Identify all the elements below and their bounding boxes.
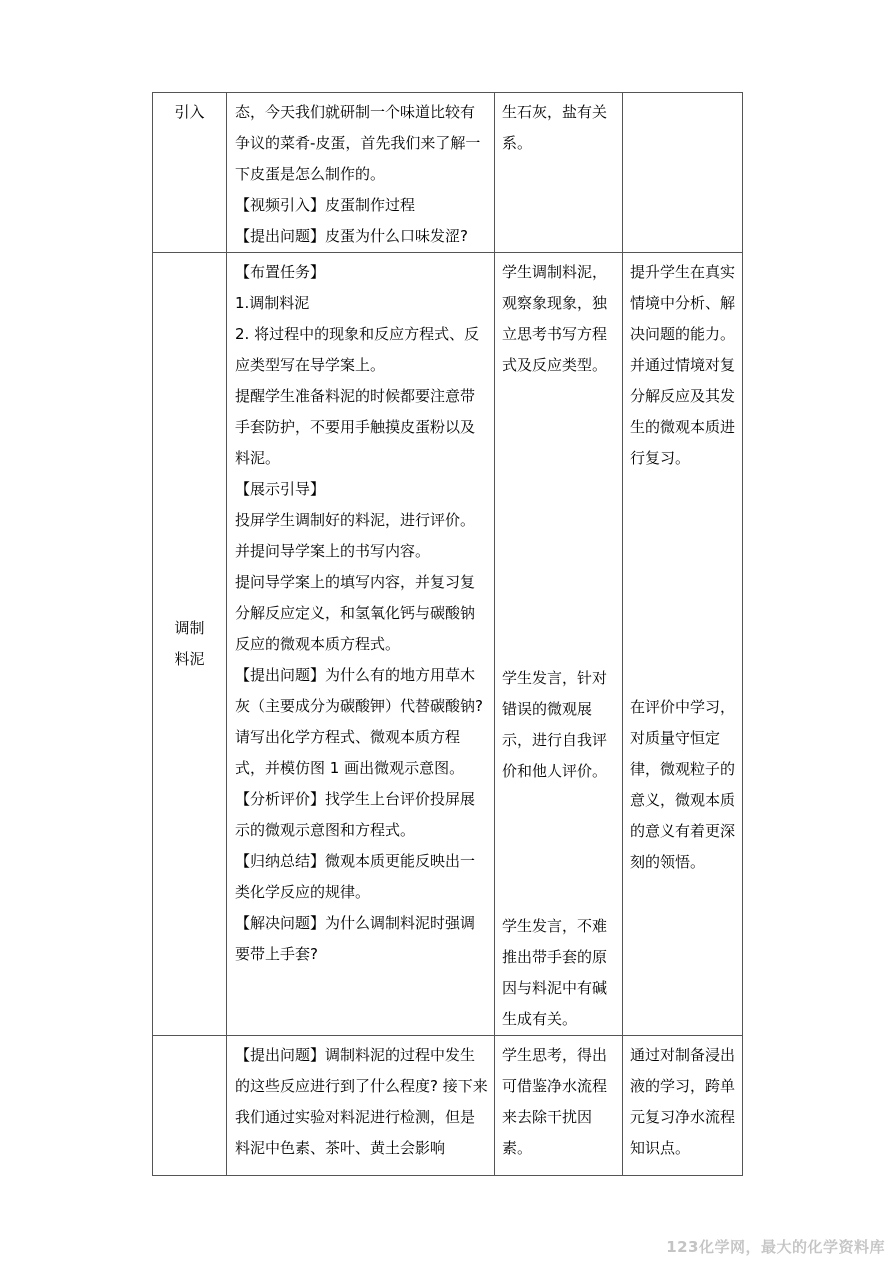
stage-label: 引入 xyxy=(174,103,205,121)
intent-text: 通过对制备浸出液的学习，跨单元复习净水流程知识点。 xyxy=(630,1046,736,1157)
footer-watermark: 123化学网，最大的化学资料库 xyxy=(666,1238,885,1256)
stage-label: 调制料泥 xyxy=(174,619,205,668)
teacher-text: 【分析评价】找学生上台评价投屏展示的微观示意图和方程式。 xyxy=(235,790,476,839)
stage-cell xyxy=(153,1036,227,1176)
teacher-text: 【提出问题】调制料泥的过程中发生的这些反应进行到了什么程度? 接下来我们通过实验对料泥进行检测，但是料泥中色素、茶叶、黄土会影响 xyxy=(235,1046,488,1157)
teacher-activity-cell xyxy=(227,93,495,253)
table-row xyxy=(153,1036,743,1176)
stage-cell xyxy=(153,93,227,253)
student-text: 学生发言，针对错误的微观展示，进行自我评价和他人评价。 xyxy=(502,669,608,780)
teacher-activity-cell xyxy=(227,1036,495,1176)
student-activity-cell xyxy=(495,93,623,253)
student-text: 生石灰，盐有关系。 xyxy=(502,103,608,152)
teacher-text: 并提问导学案上的书写内容。 xyxy=(235,542,431,560)
stage-cell xyxy=(153,253,227,1036)
lesson-plan-table xyxy=(152,92,743,1176)
teacher-text: 【归纳总结】微观本质更能反映出一类化学反应的规律。 xyxy=(235,852,476,901)
teacher-text: 【布置任务】 xyxy=(235,263,326,281)
student-text: 学生调制料泥，观察象现象，独立思考书写方程式及反应类型。 xyxy=(502,263,608,374)
intent-text: 提升学生在真实情境中分析、解决问题的能力。并通过情境对复分解反应及其发生的微观本质进行复习。 xyxy=(630,263,736,467)
stage-label xyxy=(153,1036,226,1040)
teacher-text: 态，今天我们就研制一个味道比较有争议的菜肴-皮蛋，首先我们来了解一下皮蛋是怎么制作的。 xyxy=(235,103,481,183)
design-intent-cell xyxy=(623,253,743,1036)
student-text: 学生思考，得出可借鉴净水流程来去除干扰因素。 xyxy=(502,1046,608,1157)
teacher-text: 1.调制料泥 xyxy=(235,294,310,312)
design-intent-cell xyxy=(623,93,743,253)
teacher-text: 【视频引入】皮蛋制作过程 xyxy=(235,196,416,214)
teacher-activity-cell xyxy=(227,253,495,1036)
teacher-text: 【解决问题】为什么调制料泥时强调要带上手套? xyxy=(235,914,476,963)
teacher-text: 【提出问题】为什么有的地方用草木灰（主要成分为碳酸钾）代替碳酸钠? 请写出化学方程式、微观本质方程式，并模仿图 1 画出微观示意图。 xyxy=(235,666,483,777)
design-intent-cell xyxy=(623,1036,743,1176)
student-text: 学生发言，不难推出带手套的原因与料泥中有碱生成有关。 xyxy=(502,917,608,1028)
teacher-text: 【展示引导】 xyxy=(235,480,326,498)
student-activity-cell xyxy=(495,1036,623,1176)
teacher-text: 2. 将过程中的现象和反应方程式、反应类型写在导学案上。 xyxy=(235,325,480,374)
table-row xyxy=(153,253,743,1036)
teacher-text: 投屏学生调制好的料泥，进行评价。 xyxy=(235,511,476,529)
teacher-text: 【提出问题】皮蛋为什么口味发涩? xyxy=(235,227,468,245)
teacher-text: 提醒学生准备料泥的时候都要注意带手套防护，不要用手触摸皮蛋粉以及料泥。 xyxy=(235,387,476,467)
intent-text: 在评价中学习，对质量守恒定律，微观粒子的意义，微观本质的意义有着更深刻的领悟。 xyxy=(630,698,736,871)
student-activity-cell xyxy=(495,253,623,1036)
table-row xyxy=(153,93,743,253)
teacher-text: 提问导学案上的填写内容，并复习复分解反应定义，和氢氧化钙与碳酸钠反应的微观本质方程式。 xyxy=(235,573,476,653)
